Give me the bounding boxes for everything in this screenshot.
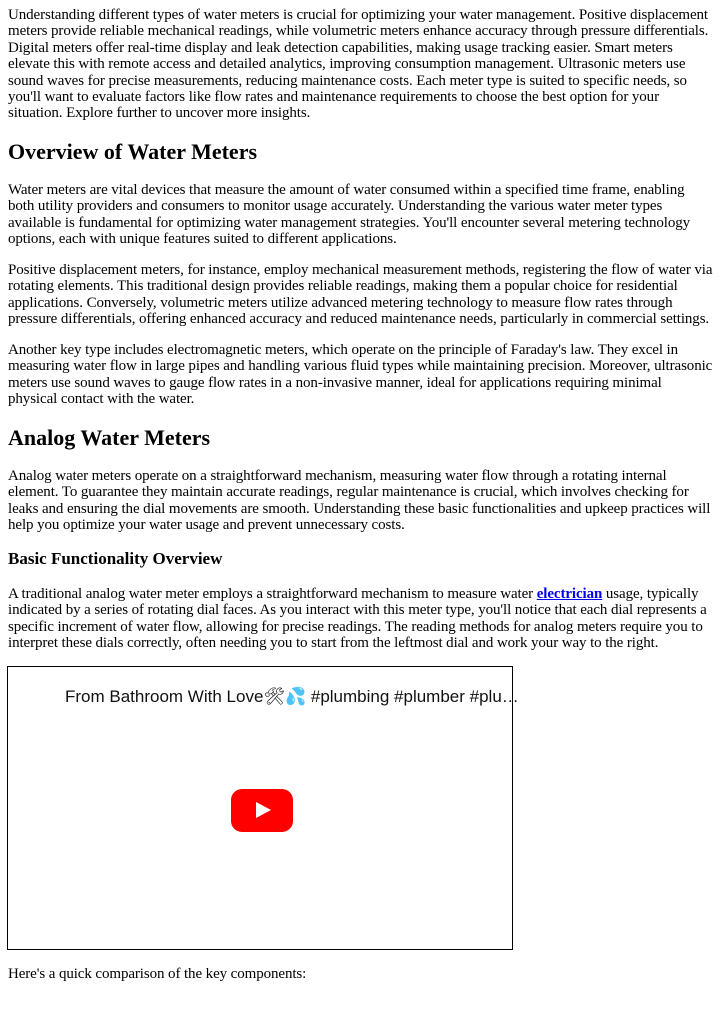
intro-paragraph: Understanding different types of water meters is crucial for optimizing your water management. Positive displacement meters provide reliable mechanical readings, while volumetric meters enhance accuracy through pressure differentials. Digital meters offer real-time display and leak detection capabilities, making usage tracking easier. Smart meters elevate this with remote access and detailed analytics, improving consumption management. Ultrasonic meters use sound waves for precise measurements, reducing maintenance costs. Each meter type is suited to specific needs, so you'll want to evaluate factors like flow rates and maintenance requirements to choose the best option for your situation. Explore further to uncover more insights. [8, 7, 709, 122]
analog-paragraph: Analog water meters operate on a straightforward mechanism, measuring water flow through a rotating internal element. To guarantee they maintain accurate readings, regular maintenance is crucial, which involves checking for leaks and ensuring the dial movements are smooth. Understanding these basic functionalities and upkeep practices will help you optimize your water usage and prevent unnecessary costs. [8, 468, 711, 534]
overview-paragraph-2-wrap [8, 262, 714, 328]
analog-paragraph-wrap [8, 468, 714, 534]
youtube-play-icon[interactable] [231, 789, 293, 832]
basic-paragraph-wrap [8, 586, 714, 652]
basic-text-after-link: usage, typically indicated by a series of rotating dial faces. As you interact with this meter type, you'll notice that each dial represents a specific increment of water flow, allowing for precise readings. The reading methods for analog meters require you to interpret these dials correctly, often needing you to start from the leftmost dial and work your way to the right. [8, 586, 707, 652]
overview-paragraph: Positive displacement meters, for instance, employ mechanical measurement methods, registering the flow of water via rotating elements. This traditional design provides reliable readings, making them a popular choice for residential applications. Conversely, volumetric meters utilize advanced metering technology to measure flow rates through pressure differentials, offering enhanced accuracy and reduced maintenance needs, particularly in commercial settings. [8, 262, 713, 328]
overview-paragraph: Another key type includes electromagnetic meters, which operate on the principle of Faraday's law. They excel in measuring water flow in large pipes and handling various fluid types while maintaining precision. Moreover, ultrasonic meters use sound waves to gauge flow rates in a non-invasive manner, ideal for applications requiring minimal physical contact with the water. [8, 342, 713, 408]
overview-heading: Overview of Water Meters [8, 139, 258, 164]
comparison-intro-wrap [8, 966, 714, 982]
analog-section [8, 425, 714, 451]
overview-paragraph-1-wrap [8, 182, 714, 248]
overview-paragraph: Water meters are vital devices that measure the amount of water consumed within a specified time frame, enabling both utility providers and consumers to monitor usage accurately. Understanding the various water meter types available is fundamental for optimizing water management strategies. You'll encounter several metering technology options, each with unique features suited to different applications. [8, 182, 691, 248]
basic-section [8, 549, 714, 569]
intro-section [8, 7, 714, 122]
comparison-intro: Here's a quick comparison of the key components: [8, 966, 307, 982]
overview-paragraph-3-wrap [8, 342, 714, 408]
video-title[interactable]: From Bathroom With Love🛠💦 #plumbing #plumber #plu… [65, 687, 519, 706]
basic-paragraph [8, 586, 714, 652]
overview-section [8, 139, 714, 165]
basic-text-before-link: A traditional analog water meter employs a straightforward mechanism to measure water [8, 586, 537, 602]
video-embed[interactable] [7, 666, 519, 950]
basic-heading: Basic Functionality Overview [8, 549, 223, 568]
electrician-link[interactable]: electrician [536, 586, 603, 602]
play-triangle-icon [256, 802, 271, 818]
analog-heading: Analog Water Meters [8, 425, 211, 450]
